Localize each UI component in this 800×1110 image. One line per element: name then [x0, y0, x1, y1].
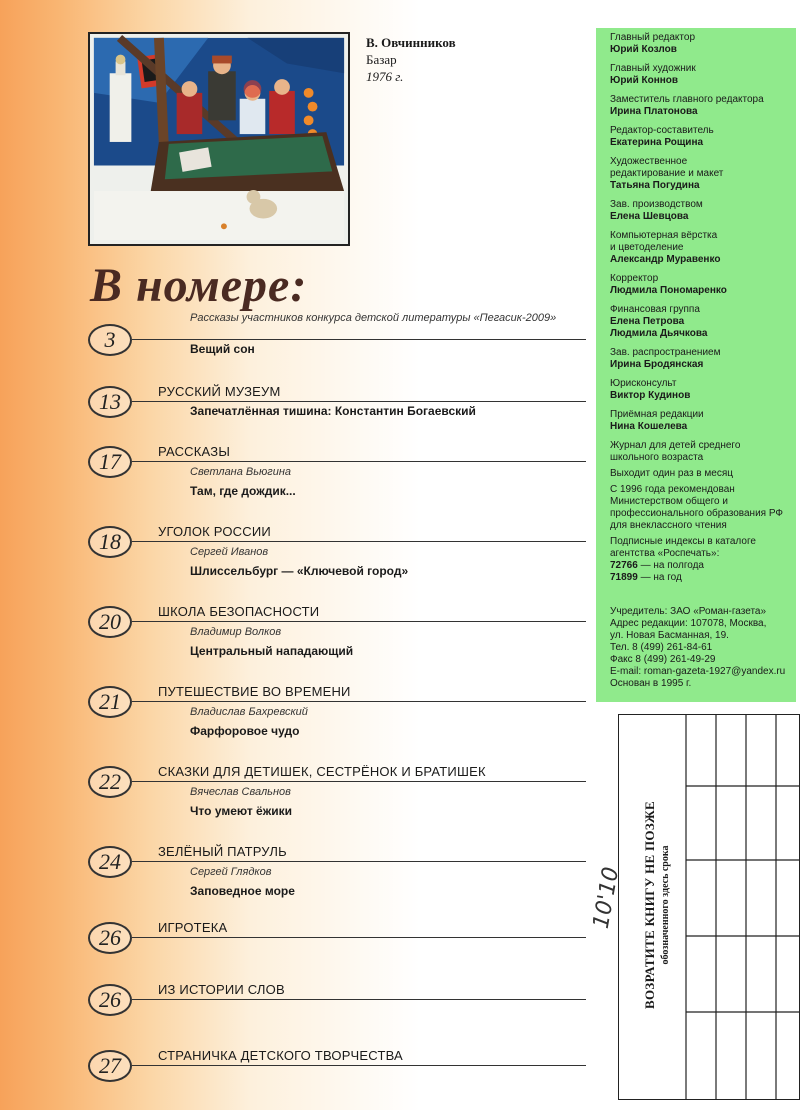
toc-author: Сергей Глядков: [190, 866, 272, 878]
toc-section[interactable]: ИГРОТЕКА: [158, 920, 228, 935]
credit-role: Зав. распространением: [610, 347, 721, 358]
toc-entry[interactable]: [86, 526, 606, 586]
credit-role: Редактор-составитель: [610, 125, 714, 136]
credit-item: [610, 230, 790, 266]
credit-role: Финансовая группа: [610, 304, 700, 315]
toc-section: СКАЗКИ ДЛЯ ДЕТИШЕК, СЕСТРЁНОК И БРАТИШЕК: [158, 764, 486, 779]
credit-role: Главный редактор: [610, 32, 696, 43]
credit-role: Заместитель главного редактора: [610, 94, 764, 105]
toc-entry[interactable]: [86, 686, 606, 746]
toc-entry[interactable]: [86, 606, 606, 666]
index-half-year: 72766: [610, 560, 638, 571]
page-number-badge: 3: [88, 324, 132, 356]
page-number-badge: 22: [88, 766, 132, 798]
page-number-badge: 13: [88, 386, 132, 418]
credits-panel: [596, 28, 796, 702]
credit-name: Елена Шевцова: [610, 211, 689, 222]
toc-entry[interactable]: [86, 446, 606, 506]
credit-name: Татьяна Погудина: [610, 180, 700, 191]
page-number-badge: 26: [88, 922, 132, 954]
credit-name: Юрий Коннов: [610, 75, 679, 86]
publisher-info: [610, 606, 790, 690]
toc-rule: [132, 339, 586, 340]
toc-section: УГОЛОК РОССИИ: [158, 524, 271, 539]
credit-item: [610, 199, 790, 223]
handwritten-date: [588, 850, 632, 950]
toc-rule: [132, 937, 586, 938]
handwritten-date-text: 10'10: [588, 865, 625, 931]
toc-rule: [132, 781, 586, 782]
toc-author: Вячеслав Свальнов: [190, 786, 291, 798]
credit-item: [610, 63, 790, 87]
credit-item: [610, 347, 790, 371]
toc-article-title[interactable]: Вещий сон: [190, 342, 255, 356]
toc-entry[interactable]: [86, 846, 606, 906]
toc-entry[interactable]: [86, 922, 606, 982]
credit-name: Екатерина Рощина: [610, 137, 704, 148]
publisher-address-1: Адрес редакции: 107078, Москва,: [610, 618, 767, 629]
toc-entry[interactable]: [86, 766, 606, 826]
toc-article-title[interactable]: Там, где дождик...: [190, 484, 296, 498]
publisher-fax: Факс 8 (499) 261-49-29: [610, 654, 716, 665]
credit-name: Ирина Бродянская: [610, 359, 704, 370]
credit-item: [610, 94, 790, 118]
toc-subtitle: Рассказы участников конкурса детской литературы «Пегасик-2009»: [190, 312, 557, 324]
credit-role: Приёмная редакции: [610, 409, 704, 420]
page-number-badge: 21: [88, 686, 132, 718]
toc-article-title[interactable]: Что умеют ёжики: [190, 804, 292, 818]
publisher-phone: Тел. 8 (499) 261-84-61: [610, 642, 713, 653]
painting-title: Базар: [366, 52, 397, 67]
page-number-badge: 20: [88, 606, 132, 638]
index-half-year-label: — на полгода: [640, 560, 704, 571]
credit-role: Художественное редактирование и макет: [610, 156, 724, 179]
publisher-founded: Основан в 1995 г.: [610, 678, 692, 689]
toc-author: Владимир Волков: [190, 626, 282, 638]
credit-item: [610, 32, 790, 56]
toc-article-title[interactable]: Фарфоровое чудо: [190, 724, 300, 738]
page-number-badge: 24: [88, 846, 132, 878]
toc-entry[interactable]: [86, 1050, 606, 1110]
credit-item: [610, 156, 790, 192]
painting-image: [88, 32, 350, 246]
toc-author: Светлана Вьюгина: [190, 466, 292, 478]
credit-name: Виктор Кудинов: [610, 390, 691, 401]
subscription-info: [610, 536, 790, 584]
magazine-recommendation: С 1996 года рекомендован Министерством общего и профессионального образования РФ для внеклассного чтения: [610, 484, 784, 531]
toc-author: Сергей Иванов: [190, 546, 269, 558]
toc-section: РАССКАЗЫ: [158, 444, 231, 459]
credit-item: [610, 378, 790, 402]
toc-section[interactable]: СТРАНИЧКА ДЕТСКОГО ТВОРЧЕСТВА: [158, 1048, 403, 1063]
credit-item: [610, 304, 790, 340]
credit-role: Зав. производством: [610, 199, 703, 210]
credit-name: Ирина Платонова: [610, 106, 698, 117]
magazine-audience: Журнал для детей среднего школьного возраста: [610, 440, 741, 463]
toc-article-title[interactable]: Центральный нападающий: [190, 644, 354, 658]
toc-section[interactable]: ИЗ ИСТОРИИ СЛОВ: [158, 982, 285, 997]
toc-section: ШКОЛА БЕЗОПАСНОСТИ: [158, 604, 320, 619]
toc-rule: [132, 861, 586, 862]
toc-entry[interactable]: [86, 312, 606, 384]
toc-entry[interactable]: [86, 984, 606, 1044]
toc-section: РУССКИЙ МУЗЕУМ: [158, 384, 281, 399]
credit-item: [610, 409, 790, 433]
page-number-badge: 18: [88, 526, 132, 558]
toc-article-title[interactable]: Запечатлённая тишина: Константин Богаевский: [190, 404, 476, 418]
publisher-founder: Учредитель: ЗАО «Роман-газета»: [610, 606, 767, 617]
toc-rule: [132, 701, 586, 702]
painting-author: В. Овчинников: [366, 35, 456, 50]
credit-name: Александр Муравенко: [610, 254, 721, 265]
subscription-label: Подписные индексы в каталоге агентства «Роспечать»:: [610, 536, 756, 559]
painting-caption: [366, 34, 456, 85]
credit-item: [610, 125, 790, 149]
magazine-frequency: Выходит один раз в месяц: [610, 468, 733, 479]
credit-role: Главный художник: [610, 63, 696, 74]
toc-rule: [132, 461, 586, 462]
toc-rule: [132, 541, 586, 542]
painting-illustration: [90, 34, 348, 244]
credit-name: Юрий Козлов: [610, 44, 677, 55]
credit-name: Елена Петрова Людмила Дьячкова: [610, 316, 708, 339]
return-card-line1: ВОЗРАТИТЕ КНИГУ НЕ ПОЗЖЕ: [642, 801, 657, 1009]
index-year-label: — на год: [640, 572, 682, 583]
return-card-line2: обозначенного здесь срока: [660, 845, 671, 965]
toc-entry[interactable]: [86, 386, 606, 446]
toc-rule: [132, 621, 586, 622]
painting-year: 1976 г.: [366, 69, 404, 84]
credit-role: Юрисконсульт: [610, 378, 677, 389]
toc-rule: [132, 401, 586, 402]
credit-item: [610, 273, 790, 297]
toc-article-title[interactable]: Заповедное море: [190, 884, 295, 898]
credit-name: Нина Кошелева: [610, 421, 688, 432]
toc-section: ПУТЕШЕСТВИЕ ВО ВРЕМЕНИ: [158, 684, 351, 699]
index-year: 71899: [610, 572, 638, 583]
contents-heading: В номере:: [90, 259, 308, 312]
credit-role: Корректор: [610, 273, 659, 284]
credit-name: Людмила Пономаренко: [610, 285, 727, 296]
toc-article-title[interactable]: Шлиссельбург — «Ключевой город»: [190, 564, 409, 578]
page-number-badge: 17: [88, 446, 132, 478]
toc-author: Владислав Бахревский: [190, 706, 308, 718]
credit-role: Компьютерная вёрстка и цветоделение: [610, 230, 718, 253]
publisher-email[interactable]: E-mail: roman-gazeta-1927@yandex.ru: [610, 666, 786, 677]
toc-rule: [132, 999, 586, 1000]
page-number-badge: 27: [88, 1050, 132, 1082]
publisher-address-2: ул. Новая Басманная, 19.: [610, 630, 729, 641]
return-card-label: [642, 770, 702, 1040]
toc-rule: [132, 1065, 586, 1066]
page-number-badge: 26: [88, 984, 132, 1016]
toc-section: ЗЕЛЁНЫЙ ПАТРУЛЬ: [158, 844, 287, 859]
